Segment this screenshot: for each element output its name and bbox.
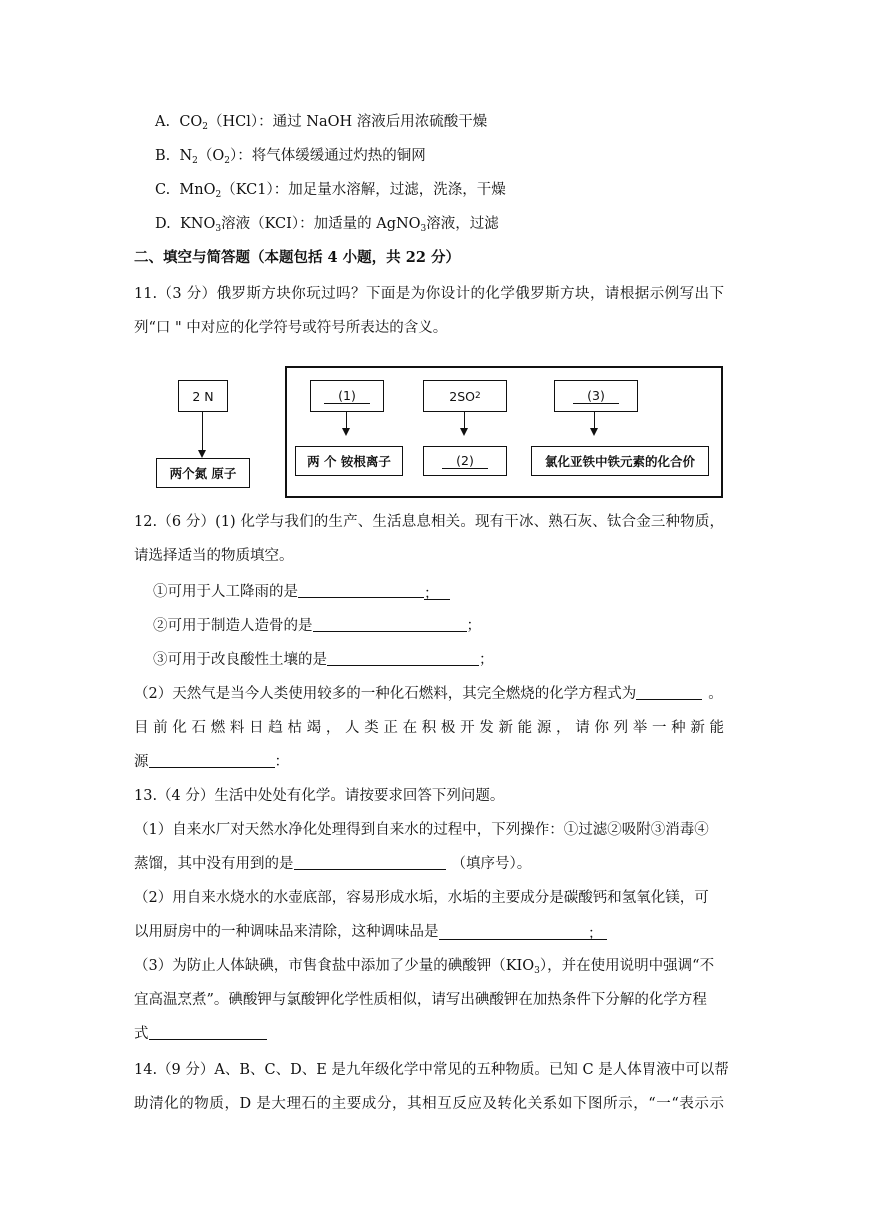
option-a: A. $CO_2(HCl)$：通过 NaOH 溶液后用浓硫酸干燥 [155, 114, 488, 132]
q13-part1-line2: 蒸馏，其中没有用到的是 （填序号）。 [134, 856, 532, 872]
q14-text-line2: 助清化的物质，D 是大理石的主要成分，其相互反应及转化关系如下图所示，“一“表示示 [134, 1096, 724, 1112]
q12-part2-line2: 目前化石燃料日趋枯竭，人类正在积极开发新能源，请你列举一种新能 [134, 720, 724, 736]
q13-part1-line1: （1）自来水厂对天然水净化处理得到自来水的过程中，下列操作：①过滤②吸附③消毒④ [134, 822, 709, 838]
group2-arrow [464, 412, 465, 434]
answer-blank[interactable] [149, 752, 275, 768]
group3-arrow [594, 412, 595, 434]
answer-blank[interactable] [294, 854, 446, 870]
q12-text-line2: 请选择适当的物质填空。 [134, 548, 294, 564]
blank-1[interactable]: (1) [324, 389, 370, 404]
blank-2[interactable]: (2) [442, 454, 488, 469]
example-arrow [202, 412, 203, 456]
q13-part2-line1: （2）用自来水烧水的水壶底部，容易形成水垢，水垢的主要成分是碳酸钙和氢氧化镁，可 [134, 890, 709, 906]
group3-bottom-box: 氯化亚铁中铁元素的化合价 [531, 446, 709, 476]
answer-blank[interactable]: ； [439, 924, 607, 940]
answer-blank[interactable] [149, 1024, 267, 1040]
answer-blank[interactable] [327, 650, 479, 666]
option-b: B. $N_2(O_2)$：将气体缓缓通过灼热的铜网 [155, 148, 426, 166]
answer-blank[interactable] [298, 582, 424, 598]
group1-bottom-box: 两 个 铵根离子 [295, 446, 403, 476]
option-c: C. MnO$_2$（KC1）：加足量水溶解，过滤，洗涤，干燥 [155, 182, 506, 200]
answer-blank[interactable] [313, 616, 467, 632]
q12-part2-line1: （2）天然气是当今人类使用较多的一种化石燃料，其完全燃烧的化学方程式为 。 [134, 686, 723, 702]
group2-top-box: 2SO 2 [423, 380, 507, 412]
answer-blank[interactable] [636, 684, 702, 700]
q13-part3-line1: （3）为防止人体缺碘，市售食盐中添加了少量的碘酸钾$(KIO_3)$，并在使用说明中强调“不 [134, 958, 715, 976]
q12-part2-line3: 源 ： [134, 754, 289, 770]
q12-item1: ①可用于人工降雨的是 ； [153, 582, 450, 602]
tetris-diagram [150, 362, 730, 502]
q11-text-line2: 列“口 " 中对应的化学符号或符号所表达的含义。 [134, 320, 448, 336]
q13-part2-line2: 以用厨房中的一种调味品来清除，这种调味品是 ； [134, 922, 607, 942]
q12-item2: ②可用于制造人造骨的是 ； [153, 618, 481, 634]
q12-text-line1: 12.（6 分）(1) 化学与我们的生产、生活息息相关。现有干冰、熟石灰、钛合金三种物质， [134, 514, 724, 530]
q12-item3: ③可用于改良酸性土壤的是 ； [153, 652, 494, 668]
group1-top-box [310, 380, 384, 412]
blank-3[interactable]: (3) [573, 389, 619, 404]
example-bottom-box: 两个氮 原子 [156, 458, 250, 488]
section-title: 二、填空与简答题（本题包括 4 小题，共 22 分） [134, 249, 460, 266]
option-d: D. $KNO_3$溶液（KCI）：加适量的 AgNO$_3$溶液，过滤 [155, 216, 499, 234]
example-top-box: 2 N [178, 380, 228, 412]
group3-top-box [554, 380, 638, 412]
q13-part3-line2: 宜高温烹煮”。碘酸钾与氯酸钾化学性质相似，请写出碘酸钾在加热条件下分解的化学方程 [134, 992, 707, 1008]
q11-text-line1: 11.（3 分）俄罗斯方块你玩过吗？下面是为你设计的化学俄罗斯方块，请根据示例写出下 [134, 286, 724, 302]
group1-arrow [346, 412, 347, 434]
q14-text-line1: 14.（9 分）A、B、C、D、E 是九年级化学中常见的五种物质。已知 C 是人体胃液中可以帮 [134, 1062, 729, 1078]
group2-bottom-box [423, 446, 507, 476]
q13-part3-line3: 式 [134, 1024, 267, 1044]
q13-text-line1: 13.（4 分）生活中处处有化学。请按要求回答下列问题。 [134, 788, 505, 804]
